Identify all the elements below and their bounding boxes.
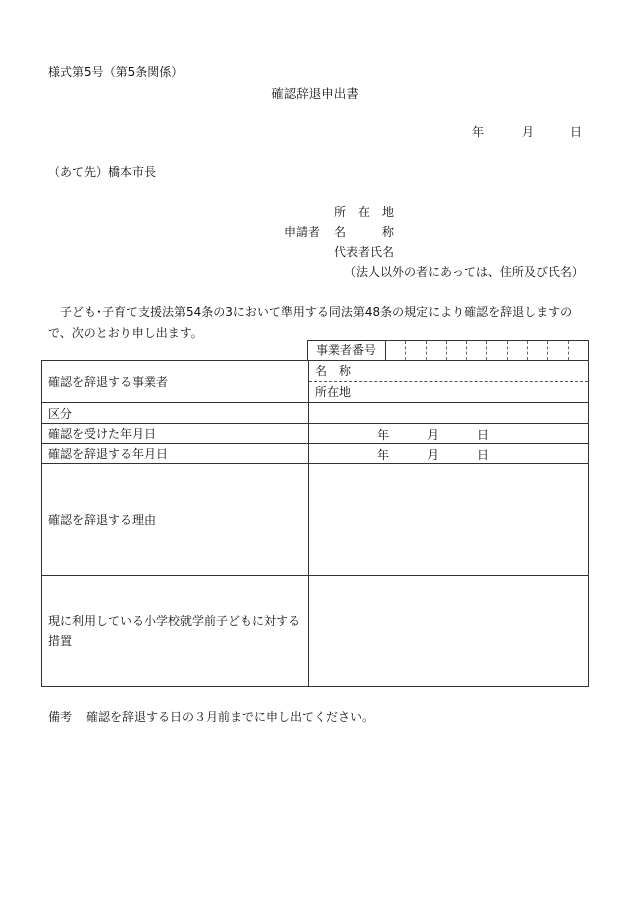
date-day-label: 日 (570, 125, 583, 139)
remarks (48, 709, 374, 725)
business-row-label: 確認を辞退する事業者 (42, 361, 309, 403)
confirmed-day-label: 日 (477, 427, 490, 442)
table-row (42, 403, 589, 424)
withdraw-month-label: 月 (427, 447, 440, 462)
measures-field[interactable] (309, 576, 589, 687)
table-row (42, 424, 589, 444)
confirmed-month-label: 月 (427, 427, 440, 442)
form-number-label: 様式第5号（第5条関係） (48, 65, 184, 79)
business-number-digit[interactable] (528, 341, 548, 360)
business-number-digit[interactable] (447, 341, 467, 360)
category-row-label: 区分 (42, 403, 309, 424)
applicant-address-label: 所 在 地 (334, 205, 395, 219)
table-row (42, 361, 589, 403)
document-title: 確認辞退申出書 (271, 86, 359, 101)
business-number-digit[interactable] (487, 341, 507, 360)
date-month-label: 月 (522, 125, 535, 139)
confirmed-date-row-label: 確認を受けた年月日 (42, 424, 309, 444)
date-year-label: 年 (472, 125, 485, 139)
business-number-digit[interactable] (427, 341, 447, 360)
addressee: （あて先）橋本市長 (48, 165, 157, 179)
remarks-label: 備考 (48, 710, 73, 724)
business-number-box (307, 340, 589, 360)
business-number-digit[interactable] (548, 341, 568, 360)
business-number-digit[interactable] (569, 341, 588, 360)
business-number-digit[interactable] (467, 341, 487, 360)
business-number-digit[interactable] (386, 341, 406, 360)
reason-row-label: 確認を辞退する理由 (42, 464, 309, 576)
business-number-label: 事業者番号 (308, 341, 386, 360)
business-field[interactable] (309, 361, 589, 403)
withdraw-date-row-label: 確認を辞退する年月日 (42, 444, 309, 464)
category-field[interactable] (309, 403, 589, 424)
confirmed-year-label: 年 (377, 427, 390, 442)
confirmed-date-field[interactable] (309, 424, 589, 444)
applicant-representative-label: 代表者氏名 (334, 245, 395, 259)
applicant-note: （法人以外の者にあっては、住所及び氏名） (344, 265, 584, 279)
withdrawal-form-table (41, 360, 589, 687)
remarks-text: 確認を辞退する日の３月前までに申し出てください。 (86, 710, 375, 724)
applicant-name-label: 名 称 (334, 225, 395, 239)
withdraw-date-field[interactable] (309, 444, 589, 464)
business-number-digit[interactable] (406, 341, 426, 360)
table-row (42, 576, 589, 687)
withdraw-day-label: 日 (477, 447, 490, 462)
applicant-label: 申請者 (284, 225, 321, 239)
business-address-label: 所在地 (315, 385, 352, 399)
business-number-digit[interactable] (508, 341, 528, 360)
business-name-label: 名 称 (309, 361, 588, 382)
body-text: 子ども･子育て支援法第54条の3において準用する同法第48条の規定により確認を辞退しますので、次のとおり申し出ます。 (48, 305, 573, 340)
measures-row-label: 現に利用している小学校就学前子どもに対する措置 (42, 576, 309, 687)
withdraw-year-label: 年 (377, 447, 390, 462)
reason-field[interactable] (309, 464, 589, 576)
table-row (42, 464, 589, 576)
table-row (42, 444, 589, 464)
